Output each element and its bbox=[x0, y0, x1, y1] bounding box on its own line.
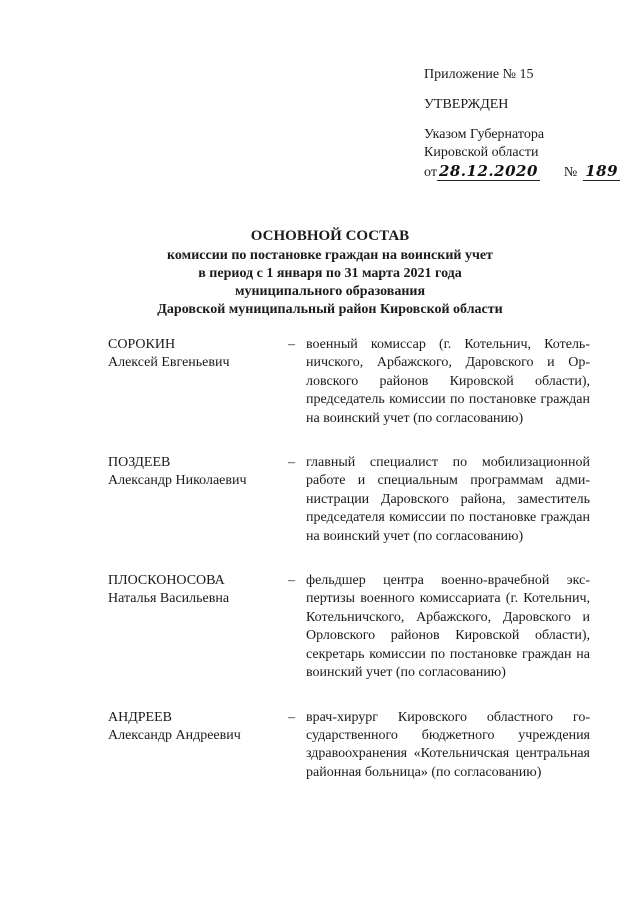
member-description: военный комиссар (г. Котельнич, Котельничского, Арбажского, Даровского и Орловского районов Кировской области), председатель комиссии по постановке граждан на воинский учет (по согласованию) bbox=[306, 337, 590, 426]
member-name bbox=[108, 454, 288, 546]
approval-block bbox=[424, 66, 624, 182]
number-prefix: № bbox=[563, 165, 578, 180]
member-given-name: Алексей Евгеньевич bbox=[108, 355, 230, 371]
decree-line-2: Кировской области bbox=[424, 145, 539, 160]
member-name bbox=[108, 336, 288, 428]
appendix-label: Приложение № 15 bbox=[424, 67, 534, 82]
date-prefix: от bbox=[424, 165, 437, 180]
heading-line-1: комиссии по постановке граждан на воинский учет bbox=[167, 248, 493, 263]
member-dash: – bbox=[288, 337, 295, 352]
member-given-name: Александр Николаевич bbox=[108, 473, 247, 489]
member-dash: – bbox=[288, 709, 295, 725]
member-surname: ПОЗДЕЕВ bbox=[108, 455, 171, 471]
heading-title: ОСНОВНОЙ СОСТАВ bbox=[250, 228, 410, 244]
date-number-line bbox=[424, 162, 624, 182]
member-entry bbox=[108, 454, 590, 546]
document-heading bbox=[60, 227, 600, 319]
member-surname: АНДРЕЕВ bbox=[108, 709, 172, 725]
member-entry bbox=[108, 336, 590, 428]
member-name bbox=[108, 572, 288, 682]
members-list bbox=[108, 336, 590, 782]
member-description: фельдшер центра военно-врачебной экспертизы военного комиссариата (г. Котельнич, Котельничского, Арбажского, Даровского и Орловского районов Кировской области), секретарь комиссии по постановке граждан на воинский учет (по согласованию) bbox=[306, 573, 590, 681]
heading-line-3: муниципального образования bbox=[234, 284, 426, 299]
member-description: врач-хирург Кировского областного государственного бюджетного учреждения здравоохранения «Котельничская центральная районная больница» (по согласованию) bbox=[306, 709, 590, 780]
member-dash: – bbox=[288, 573, 295, 589]
member-given-name: Наталья Васильевна bbox=[108, 591, 230, 607]
member-dash: – bbox=[288, 455, 295, 471]
handwritten-number: 189 bbox=[585, 162, 619, 180]
decree-line-1: Указом Губернатора bbox=[424, 127, 545, 142]
member-surname: ПЛОСКОНОСОВА bbox=[108, 573, 225, 589]
heading-line-2: в период с 1 января по 31 марта 2021 года bbox=[198, 266, 462, 281]
member-given-name: Александр Андреевич bbox=[108, 727, 241, 743]
member-entry bbox=[108, 709, 590, 783]
handwritten-date: 28.12.2020 bbox=[438, 162, 538, 180]
heading-line-4: Даровской муниципальный район Кировской области bbox=[157, 302, 503, 317]
member-description: главный специалист по мобилизационной работе и специальным программам администрации Даровского района, заместитель председателя комиссии по постановке граждан на воинский учет (по согласованию) bbox=[306, 455, 590, 544]
member-entry bbox=[108, 572, 590, 682]
member-surname: СОРОКИН bbox=[108, 337, 176, 352]
approved-label: УТВЕРЖДЕН bbox=[424, 97, 509, 112]
member-name bbox=[108, 709, 288, 783]
